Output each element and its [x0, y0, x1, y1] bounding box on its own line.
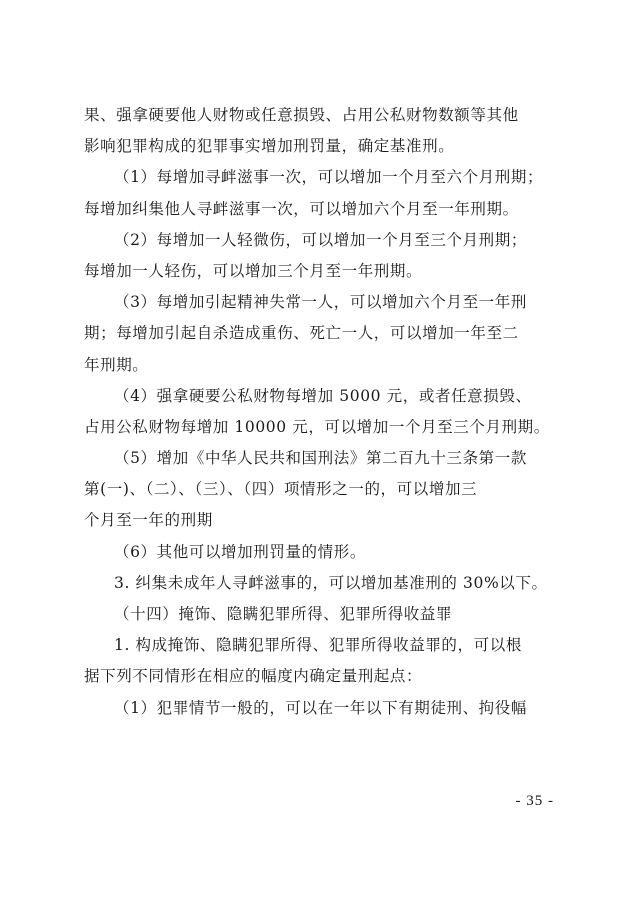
text-line: （4）强拿硬要公私财物每增加 5000 元，或者任意损毁、: [114, 386, 532, 405]
text-line: 第(一)、（二）、（三）、（四）项情形之一的，可以增加三: [84, 480, 478, 499]
text-line: 占用公私财物每增加 10000 元，可以增加一个月至三个月刑期。: [84, 417, 550, 436]
section-heading: （十四）掩饰、隐瞒犯罪所得、犯罪所得收益罪: [114, 605, 453, 623]
text-line: 果、强拿硬要他人财物或任意损毁、占用公私财物数额等其他: [84, 106, 519, 124]
text-line: （1）每增加寻衅滋事一次，可以增加一个月至六个月刑期；: [114, 168, 544, 187]
text-line: 每增加纠集他人寻衅滋事一次，可以增加六个月至一年刑期。: [84, 199, 519, 218]
text-line: 期；每增加引起自杀造成重伤、死亡一人，可以增加一年至二: [84, 324, 519, 343]
text-line: 个月至一年的刑期: [84, 511, 213, 530]
text-line: 据下列不同情形在相应的幅度内确定量刑起点：: [84, 667, 423, 686]
text-line: 影响犯罪构成的犯罪事实增加刑罚量，确定基准刑。: [84, 137, 455, 156]
text-line: 每增加一人轻伤，可以增加三个月至一年刑期。: [84, 261, 423, 280]
text-line: （5）增加《中华人民共和国刑法》第二百九十三条第一款: [114, 449, 527, 468]
text-line: 1. 构成掩饰、隐瞒犯罪所得、犯罪所得收益罪的，可以根: [114, 636, 522, 655]
text-line: （3）每增加引起精神失常一人，可以增加六个月至一年刑: [114, 293, 527, 312]
body-text: [84, 100, 556, 724]
text-line: 年刑期。: [84, 355, 149, 374]
page-number: - 35 -: [515, 793, 554, 809]
text-line: （6）其他可以增加刑罚量的情形。: [114, 542, 366, 561]
text-line: （2）每增加一人轻微伤，可以增加一个月至三个月刑期；: [114, 230, 527, 249]
text-line: 3. 纠集未成年人寻衅滋事的，可以增加基准刑的 30%以下。: [114, 573, 548, 592]
text-line: （1）犯罪情节一般的，可以在一年以下有期徒刑、拘役幅: [114, 698, 527, 717]
